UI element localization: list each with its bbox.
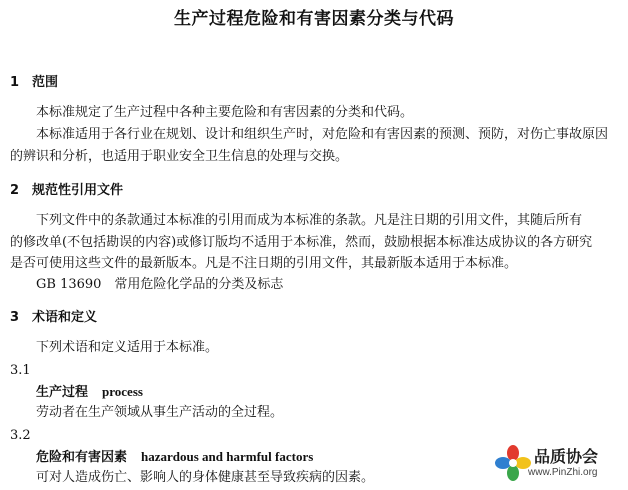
- term-3-1-number: 3.1: [10, 363, 31, 378]
- flower-logo-icon: [494, 444, 532, 482]
- section-1-heading: 1 范围: [10, 75, 59, 90]
- term-3-2-definition: 可对人造成伤亡、影响人的身体健康甚至导致疾病的因素。: [36, 470, 375, 485]
- section-3-intro: 下列术语和定义适用于本标准。: [36, 340, 219, 355]
- section-2-paragraph-line-2: 的修改单(不包括勘误的内容)或修订版均不适用于本标准，然而，鼓励根据本标准达成协议的各方研究: [10, 235, 593, 250]
- watermark-url: www.PinZhi.org: [528, 467, 598, 478]
- term-3-1-en: process: [102, 384, 143, 399]
- term-3-1-zh: 生产过程: [36, 385, 89, 400]
- term-3-1-definition: 劳动者在生产领域从事生产活动的全过程。: [36, 405, 284, 420]
- section-2-heading: 2 规范性引用文件: [10, 183, 124, 198]
- term-3-1-title: [36, 384, 143, 401]
- section-3-heading: 3 术语和定义: [10, 310, 98, 325]
- term-3-2-number: 3.2: [10, 428, 31, 443]
- section-1-paragraph-1: 本标准规定了生产过程中各种主要危险和有害因素的分类和代码。: [36, 105, 414, 120]
- section-2-paragraph-line-3: 是否可使用这些文件的最新版本。凡是不注日期的引用文件，其最新版本适用于本标准。: [10, 256, 518, 271]
- document-title: 生产过程危险和有害因素分类与代码: [174, 9, 454, 29]
- pinzhi-watermark: [494, 440, 622, 486]
- term-3-2-zh: 危险和有害因素: [36, 450, 128, 465]
- term-3-2-en: hazardous and harmful factors: [141, 449, 314, 464]
- watermark-name: 品质协会: [534, 447, 599, 466]
- term-3-2-title: [36, 449, 313, 466]
- section-1-paragraph-2-line-2: 的辨识和分析，也适用于职业安全卫生信息的处理与交换。: [10, 149, 349, 164]
- normative-reference: GB 13690 常用危险化学品的分类及标志: [36, 277, 284, 292]
- section-1-paragraph-2-line-1: 本标准适用于各行业在规划、设计和组织生产时，对危险和有害因素的预测、预防，对伤亡事故原因: [36, 127, 609, 142]
- section-2-paragraph-line-1: 下列文件中的条款通过本标准的引用而成为本标准的条款。凡是注日期的引用文件，其随后所有: [36, 213, 583, 228]
